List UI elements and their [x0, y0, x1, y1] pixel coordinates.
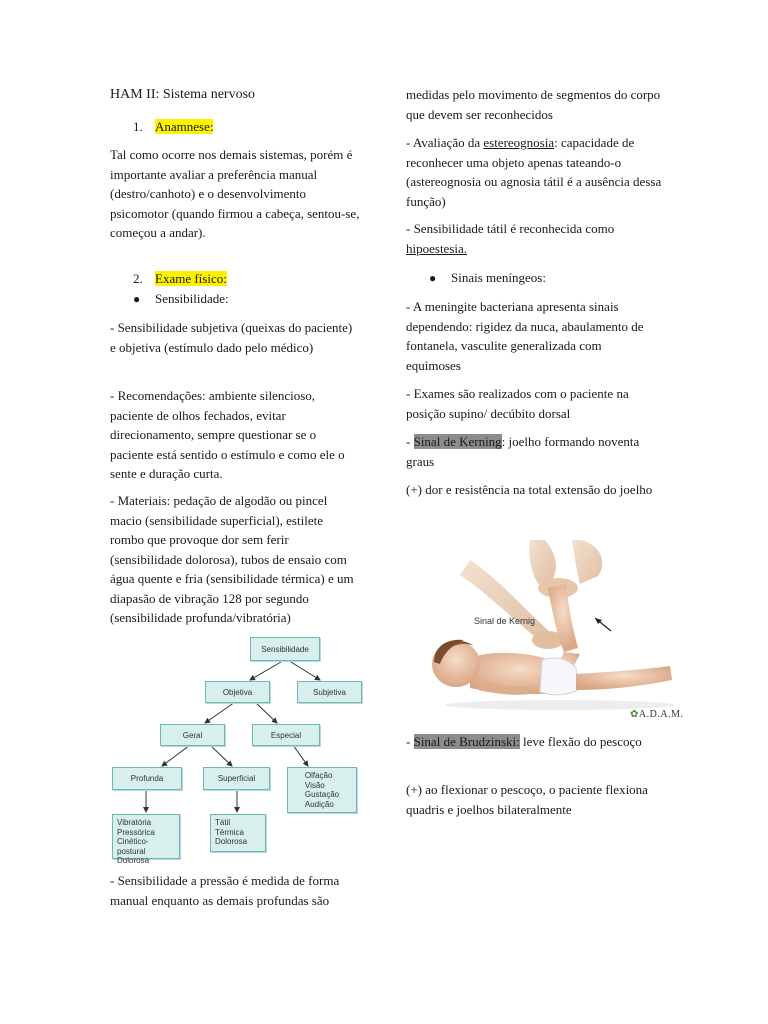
- box-subjetiva: Subjetiva: [297, 681, 362, 703]
- text-span: - Avaliação da: [406, 135, 484, 150]
- box-profunda-list: [112, 814, 180, 865]
- paragraph-materiais: - Materiais: pedação de algodão ou pincel macio (sensibilidade superficial), estilete rombo que provoque dor sem ferir (sensibilidade dolorosa), tubos de ensaio com água quente e fria (sensibilidade térmica) e um diapasão de vibração 128 por segundo (sensibilidade profunda/vibratória): [110, 493, 354, 625]
- box-objetiva: Objetiva: [205, 681, 270, 703]
- bullet-dot: ●: [133, 292, 141, 306]
- bullet-sinais-label: Sinais meníngeos:: [451, 270, 546, 285]
- paragraph-brudzinski: [406, 732, 656, 752]
- especial-item: Visão: [304, 780, 325, 790]
- paragraph-kerning-positivo: (+) dor e resistência na total extensão do joelho: [406, 482, 653, 497]
- paragraph-subjetiva-objetiva: - Sensibilidade subjetiva (queixas do paciente) e objetiva (estímulo dado pelo médico): [110, 320, 353, 355]
- box-especial: Especial: [252, 724, 320, 746]
- paragraph-brudzinski-positivo: (+) ao flexionar o pescoço, o paciente flexiona quadris e joelhos bilateralmente: [406, 782, 648, 817]
- paragraph-hipoestesia: [406, 219, 668, 258]
- profunda-item: Pressórica: [117, 827, 155, 837]
- profunda-item: Dolorosa: [117, 856, 150, 865]
- text-span: : joelho formando noventa graus: [406, 434, 640, 469]
- paragraph-estereognosia: [406, 133, 668, 211]
- especial-item: Audição: [304, 799, 334, 809]
- kernig-sign-illustration: [430, 540, 684, 725]
- box-superficial-list: [210, 814, 266, 852]
- section-2-label: Exame físico:: [155, 271, 227, 286]
- especial-item: Olfação: [304, 771, 333, 780]
- kernig-illustration-drawing: [430, 540, 680, 725]
- box-superficial: Superficial: [203, 767, 270, 790]
- term-sinal-brudzinski: Sinal de Brudzinski:: [413, 734, 520, 749]
- especial-item: Gustação: [304, 790, 340, 799]
- box-profunda: Profunda: [112, 767, 182, 790]
- bullet-dot: ●: [429, 271, 437, 285]
- box-sensibilidade: Sensibilidade: [250, 637, 320, 661]
- box-especial-list: [287, 767, 357, 813]
- profunda-item: Vibratória: [117, 818, 152, 827]
- page-title: HAM II: Sistema nervoso: [110, 87, 256, 102]
- paragraph-meningite: - A meningite bacteriana apresenta sinais dependendo: rigidez da nuca, abaulamento de fontanela, vasculite generalizada com equimoses: [406, 299, 644, 373]
- bullet-sensibilidade: [110, 289, 229, 310]
- text-span: leve flexão do pescoço: [519, 734, 642, 749]
- paragraph-exames: - Exames são realizados com o paciente na posição supino/ decúbito dorsal: [406, 386, 629, 421]
- superficial-item: Tátil: [215, 818, 231, 827]
- text-span: : capacidade de reconhecer uma objeto apenas tateando-o (astereognosia ou agnosia tátil é a ausência dessa função): [406, 135, 662, 209]
- sensibilidade-diagram: [110, 634, 365, 864]
- text-span: - Sensibilidade tátil é reconhecida como: [406, 221, 615, 236]
- superficial-item: Térmica: [215, 827, 244, 837]
- superficial-item: Dolorosa: [215, 837, 248, 846]
- section-1-number: 1.: [133, 119, 143, 134]
- term-estereognosia: estereognosia: [483, 135, 555, 150]
- section-1-heading: [110, 117, 213, 137]
- illustration-credit: [630, 709, 683, 720]
- text-span: -: [406, 734, 414, 749]
- paragraph-kerning: [406, 432, 656, 471]
- bullet-sensibilidade-label: Sensibilidade:: [155, 291, 229, 306]
- box-geral: Geral: [160, 724, 225, 746]
- bullet-sinais-meningeos: [406, 268, 546, 289]
- illustration-credit-text: A.D.A.M.: [638, 709, 684, 720]
- profunda-item: Cinético-postural: [117, 837, 149, 856]
- leaf-icon: ✿: [630, 709, 639, 720]
- paragraph-anamnese: Tal como ocorre nos demais sistemas, porém é importante avaliar a preferência manual (destro/canhoto) e o desenvolvimento psicomotor (quando firmou a cabeça, sentou-se, começou a andar).: [110, 147, 360, 240]
- term-sinal-kerning: Sinal de Kerning: [413, 434, 502, 449]
- paragraph-recomendacoes: - Recomendações: ambiente silencioso, paciente de olhos fechados, evitar direcionamento, sempre questionar se o paciente está sentido o estímulo e como ele o sente e duração curta.: [110, 388, 345, 481]
- illustration-label: Sinal de Kernig: [474, 616, 536, 626]
- section-2-heading: [110, 269, 227, 289]
- section-1-label: Anamnese:: [155, 119, 214, 134]
- section-2-number: 2.: [133, 271, 143, 286]
- term-hipoestesia: hipoestesia.: [406, 240, 468, 256]
- paragraph-medidas: medidas pelo movimento de segmentos do corpo que devem ser reconhecidos: [406, 87, 661, 122]
- text-span: -: [406, 434, 414, 449]
- paragraph-pressao: - Sensibilidade a pressão é medida de forma manual enquanto as demais profundas são: [110, 873, 340, 908]
